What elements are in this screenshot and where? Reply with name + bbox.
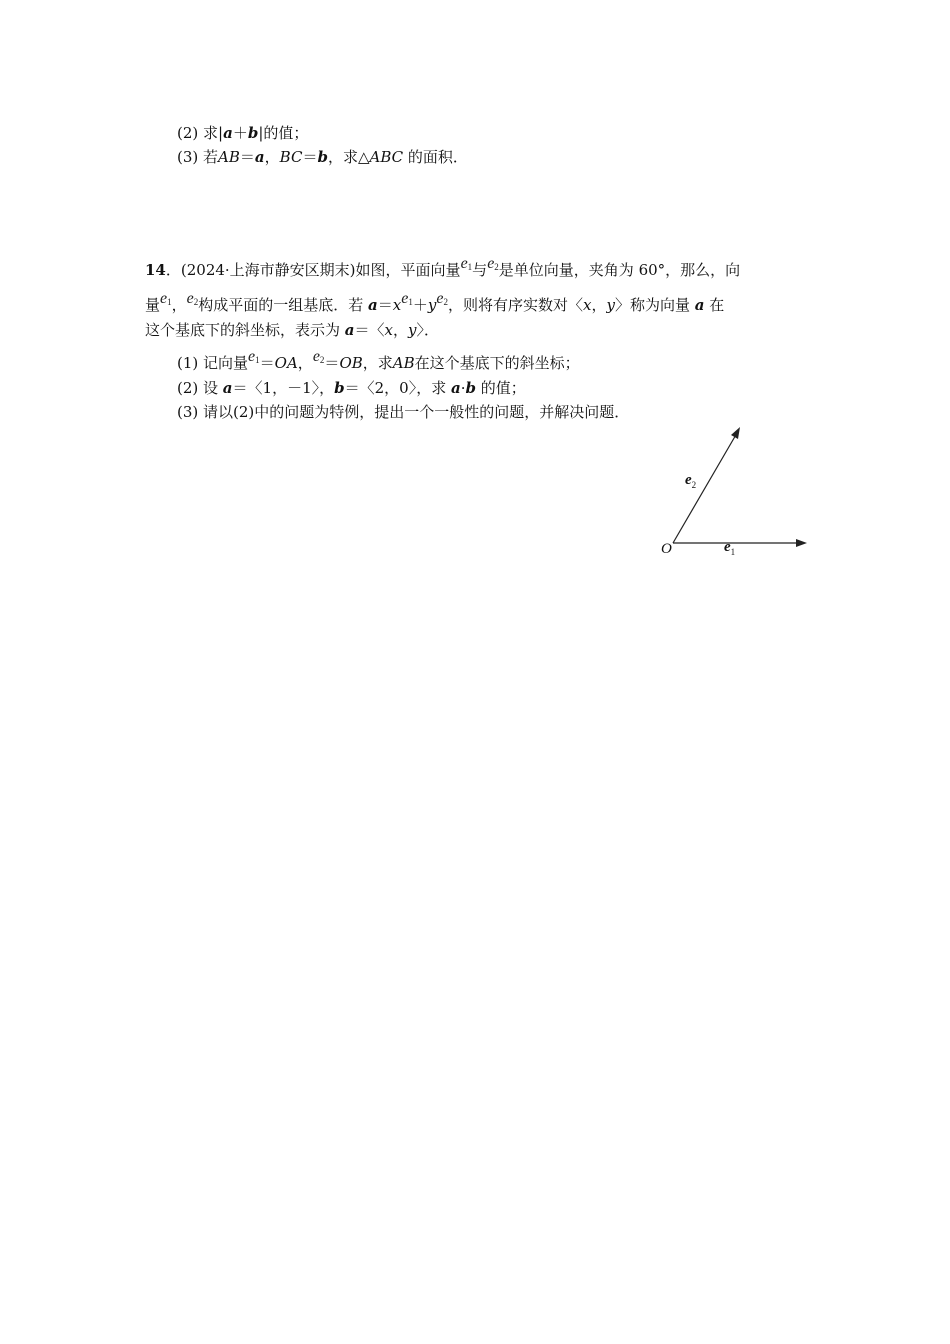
- q13-part3: (3) 若AB＝a，BC＝b，求△ABC 的面积．: [177, 148, 468, 166]
- e1-symbol: $e_1$: [401, 290, 413, 307]
- e2-label: $e_2$: [685, 472, 697, 490]
- e1-symbol: $e_1$: [160, 290, 172, 307]
- basis-vector-figure: [655, 420, 815, 570]
- question-source: (2024·上海市静安区期末): [180, 261, 356, 279]
- part-number: (3): [177, 148, 199, 166]
- q14-line3: 这个基底下的斜坐标，表示为 a＝〈x，y〉．: [145, 321, 440, 339]
- q14-part2: (2) 设 a＝〈1，－1〉，b＝〈2，0〉，求 a·b 的值；: [177, 379, 526, 397]
- e2-symbol: $e_2$: [312, 348, 325, 365]
- e2-symbol: $e_2$: [436, 290, 448, 307]
- vector-e2-arrowhead: [731, 427, 740, 439]
- part-number: (3): [177, 403, 199, 421]
- part-number: (1): [177, 354, 199, 372]
- e1-label: $e_1$: [724, 539, 736, 557]
- part-number: (2): [177, 379, 199, 397]
- e1-symbol: $e_1$: [248, 348, 260, 365]
- vector-b: b: [247, 124, 259, 142]
- q14-part3: (3) 请以(2)中的问题为特例，提出一个一般性的问题，并解决问题．: [177, 403, 630, 421]
- q13-part2: (2) 求|a＋b|的值；: [177, 124, 309, 142]
- vector-e2-arrow: [673, 433, 737, 543]
- origin-label: O: [661, 541, 672, 557]
- q14-line2: 量$e_1$，$e_2$构成平面的一组基底．若 $a=xe_1+ye_2$，则将有序实数对〈x，y〉称为向量 a 在: [145, 290, 725, 314]
- part-number: (2): [177, 124, 199, 142]
- question-number: 14: [145, 261, 166, 279]
- q14-part1: (1) 记向量$e_1=OA$，$e_2=OB$，求AB在这个基底下的斜坐标；: [177, 348, 580, 372]
- vector-e1-arrowhead: [796, 539, 807, 547]
- e2-symbol: $e_2$: [186, 290, 199, 307]
- e2-symbol: $e_2$: [487, 255, 499, 272]
- e1-symbol: $e_1$: [460, 255, 473, 272]
- q14-line1: 14．(2024·上海市静安区期末)如图，平面向量$e_1$与$e_2$是单位向量，夹角为 60°，那么，向: [145, 255, 741, 279]
- vector-a: a: [223, 124, 233, 142]
